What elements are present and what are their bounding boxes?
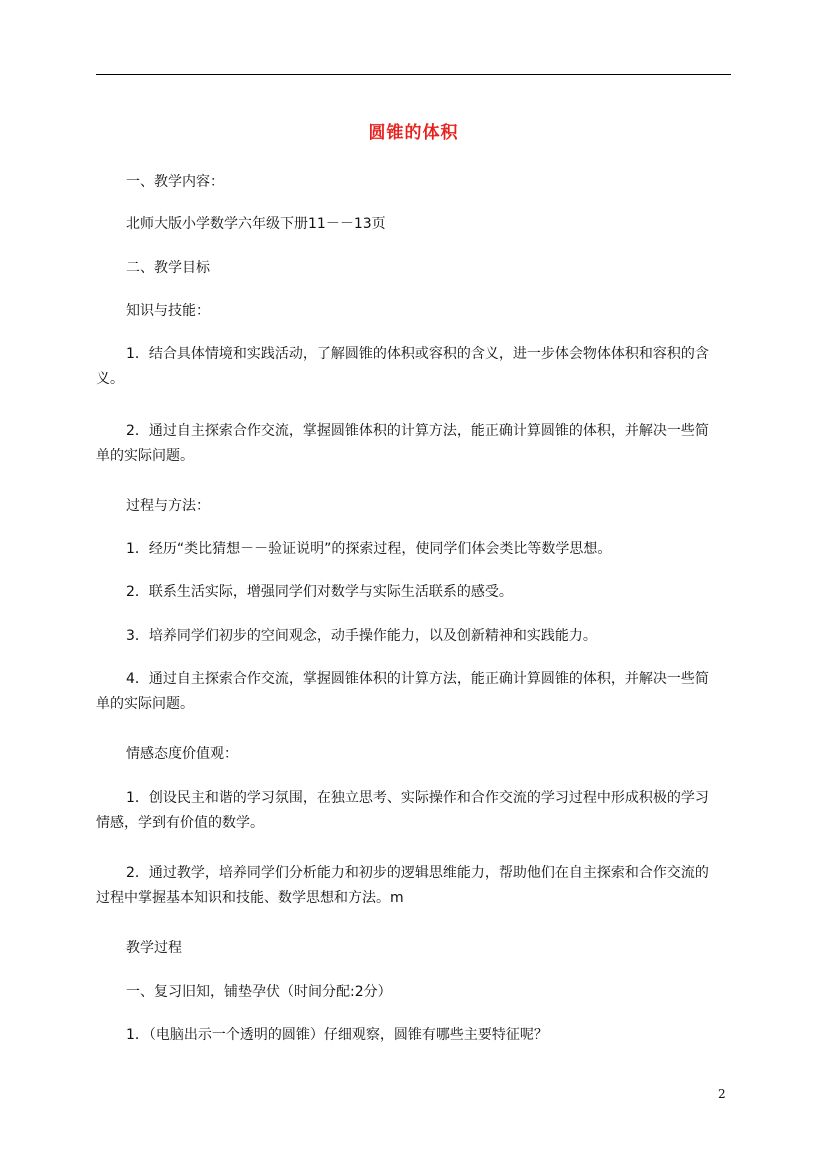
subheading-knowledge-skills: 知识与技能：: [126, 303, 210, 319]
subheading-attitudes-values: 情感态度价值观：: [126, 746, 238, 762]
paragraph-review-1: 1．（电脑出示一个透明的圆锥）仔细观察，圆锥有哪些主要特征呢？: [126, 1027, 548, 1043]
page-number: 2: [718, 1087, 726, 1101]
paragraph-line: 1．结合具体情境和实践活动，了解圆锥的体积或容积的含义，进一步体会物体体积和容积的含: [126, 346, 709, 362]
paragraph-line: 单的实际问题。: [96, 448, 194, 464]
paragraph-attitude-1: [96, 786, 732, 836]
paragraph-attitude-2: [96, 861, 732, 911]
section-heading-content: 一、教学内容：: [126, 174, 224, 190]
subheading-process-methods: 过程与方法：: [126, 498, 210, 514]
paragraph-process-4: [96, 667, 732, 717]
content-reference: 北师大版小学数学六年级下册11－－13页: [126, 216, 386, 232]
paragraph-process-2: 2．联系生活实际，增强同学们对数学与实际生活联系的感受。: [126, 584, 513, 600]
section-heading-goals: 二、教学目标: [126, 260, 210, 276]
paragraph-review-heading: 一、复习旧知，铺垫孕伏（时间分配:2分）: [126, 984, 392, 1000]
paragraph-process-1: 1．经历“类比猜想－－验证说明”的探索过程，使同学们体会类比等数学思想。: [126, 541, 612, 557]
paragraph-line: 义。: [96, 371, 124, 387]
paragraph-line: 过程中掌握基本知识和技能、数学思想和方法。m: [96, 890, 404, 906]
paragraph-line: 1．创设民主和谐的学习氛围，在独立思考、实际操作和合作交流的学习过程中形成积极的学习: [126, 790, 709, 806]
document-title: 圆锥的体积: [368, 123, 459, 143]
paragraph-process-3: 3．培养同学们初步的空间观念，动手操作能力，以及创新精神和实践能力。: [126, 628, 597, 644]
paragraph-line: 2．通过自主探索合作交流，掌握圆锥体积的计算方法，能正确计算圆锥的体积，并解决一些简: [126, 423, 709, 439]
paragraph-line: 单的实际问题。: [96, 696, 194, 712]
paragraph-line: 2．通过教学，培养同学们分析能力和初步的逻辑思维能力，帮助他们在自主探索和合作交流的: [126, 865, 709, 881]
header-rule: [96, 74, 731, 75]
paragraph-line: 情感，学到有价值的数学。: [96, 815, 264, 831]
paragraph-knowledge-1: [96, 342, 732, 392]
paragraph-line: 4．通过自主探索合作交流，掌握圆锥体积的计算方法，能正确计算圆锥的体积，并解决一些简: [126, 671, 709, 687]
paragraph-knowledge-2: [96, 419, 732, 469]
section-heading-process: 教学过程: [126, 940, 182, 956]
